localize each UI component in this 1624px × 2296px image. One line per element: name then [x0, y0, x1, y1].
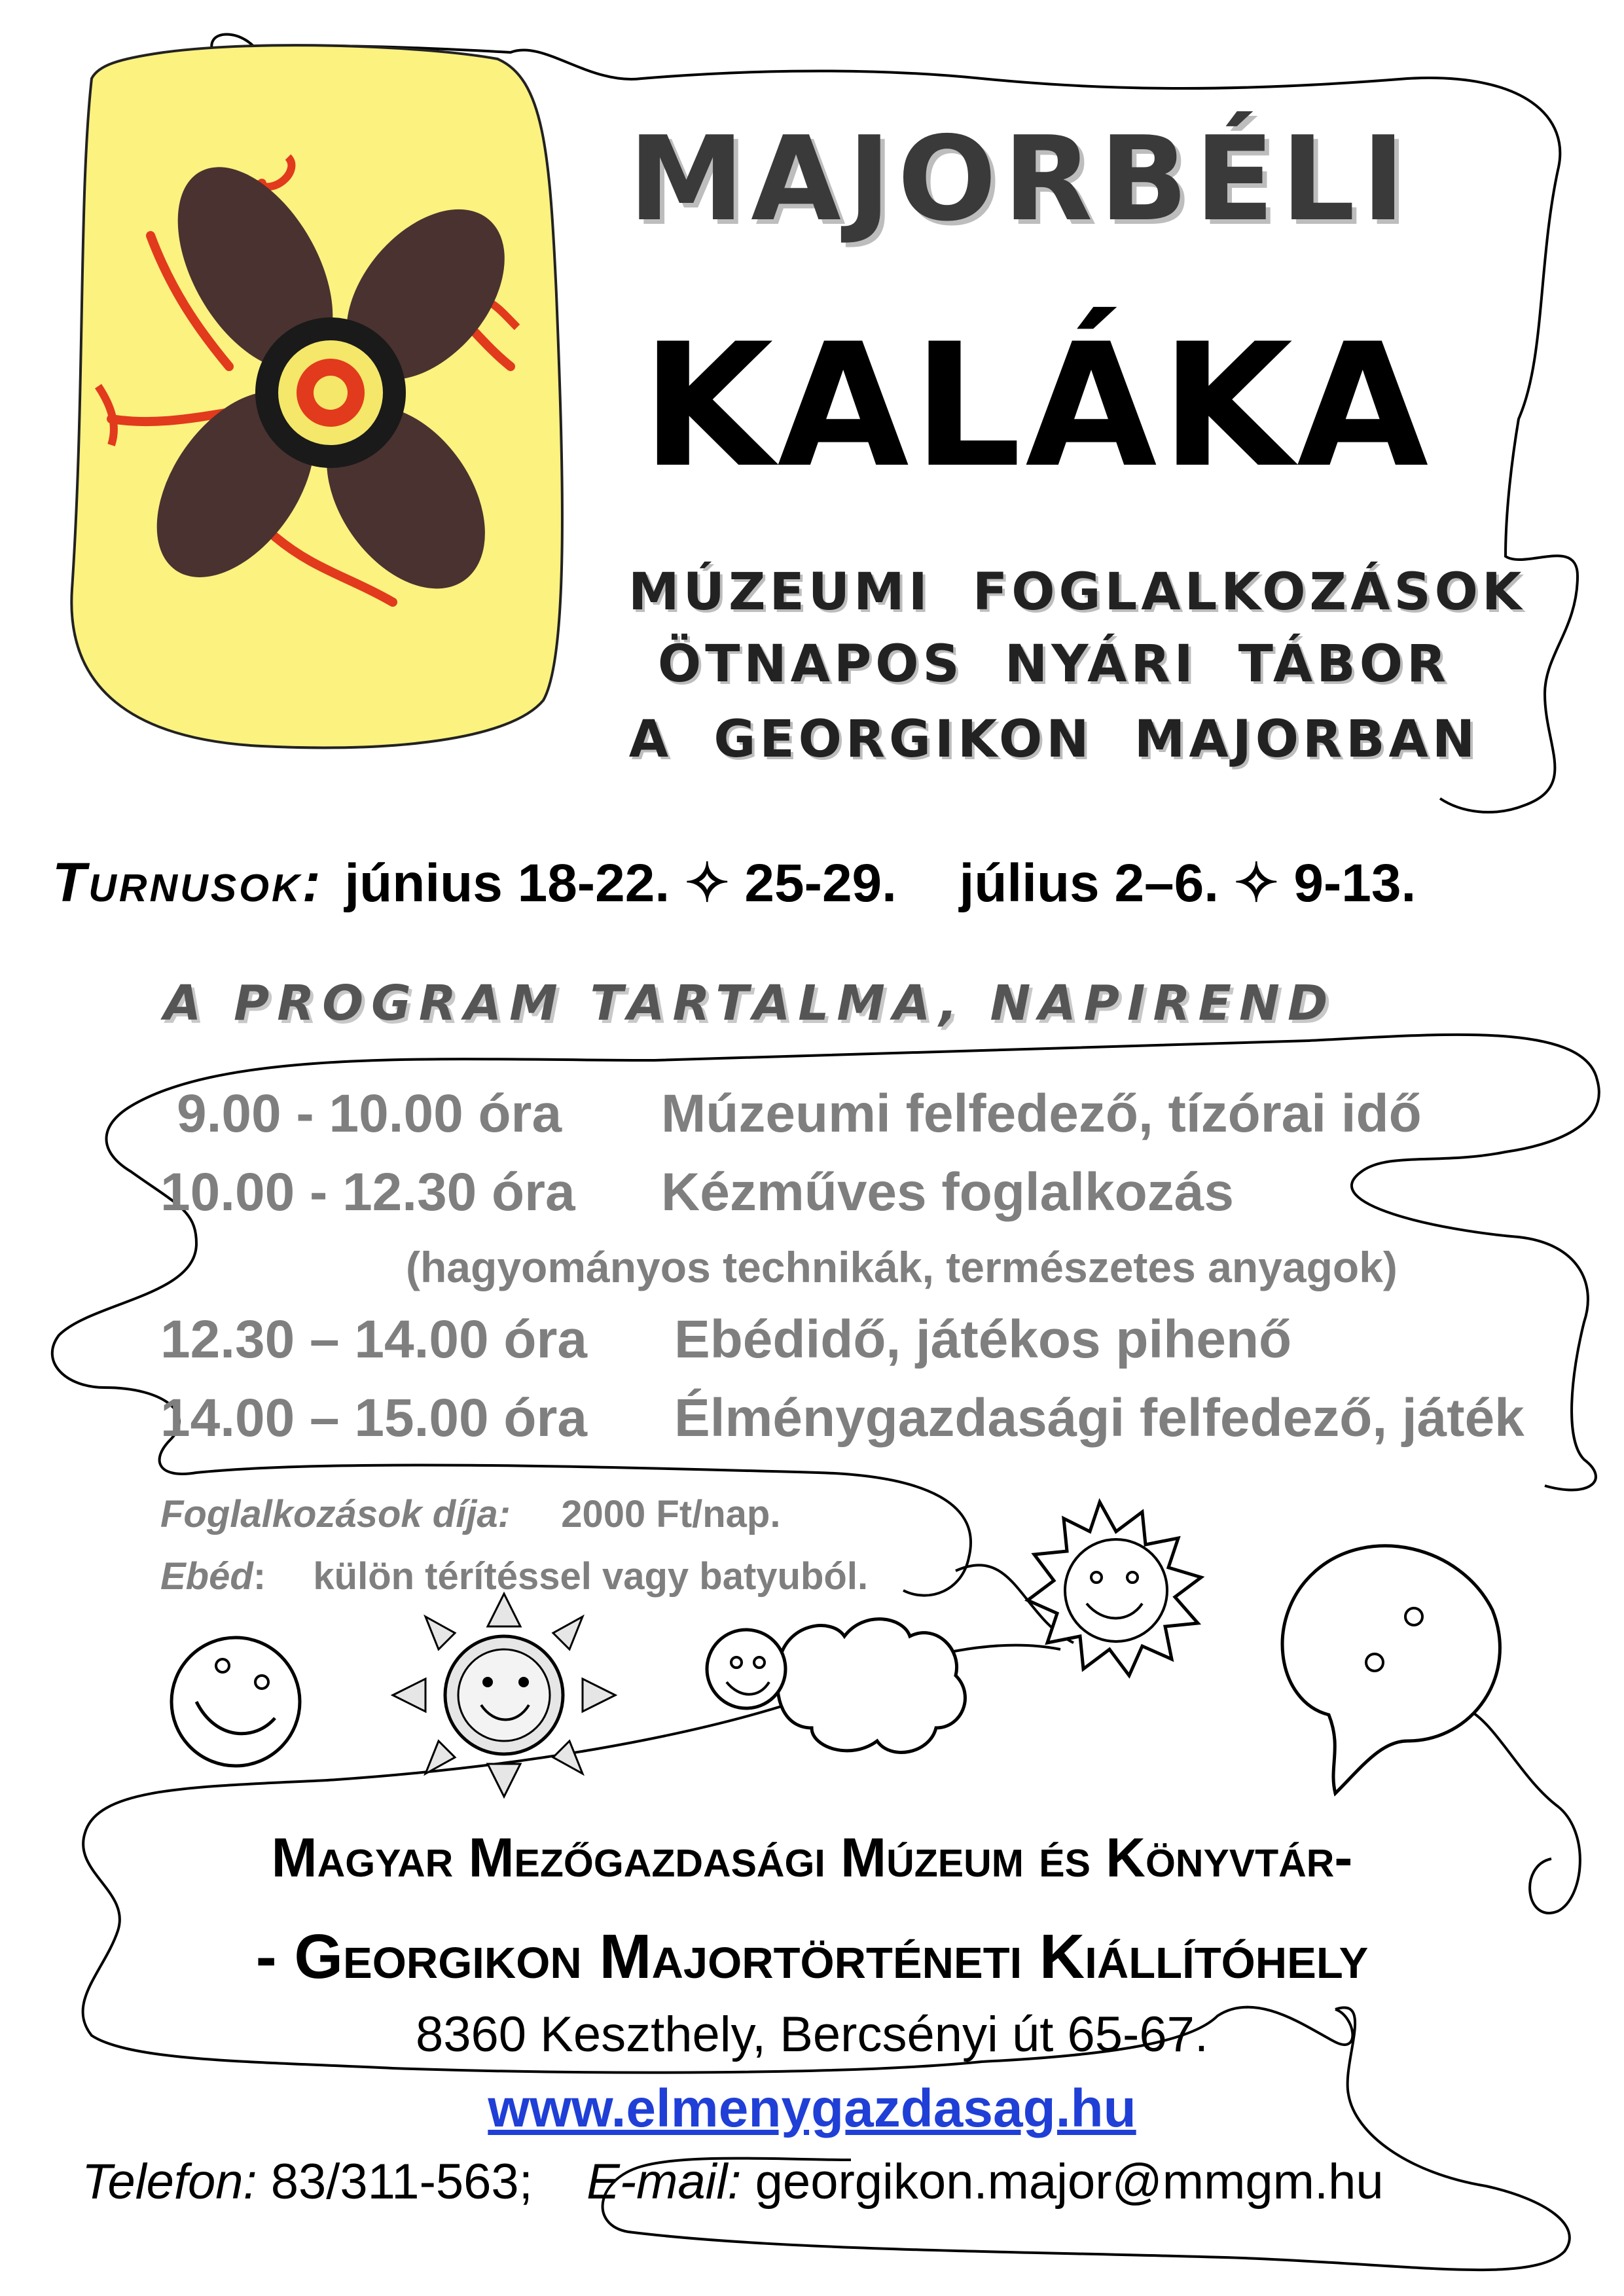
fee-note	[160, 1492, 780, 1536]
schedule-time: 9.00 - 10.00 óra	[177, 1084, 562, 1143]
schedule-time: 12.30 – 14.00 óra	[160, 1310, 587, 1369]
lunch-value: külön térítéssel vagy batyuból.	[313, 1555, 869, 1598]
turnus-label: Turnusok:	[52, 852, 323, 913]
schedule-activity-note: (hagyományos technikák, természetes anyagok)	[406, 1243, 1398, 1291]
schedule-time: 14.00 – 15.00 óra	[160, 1388, 587, 1448]
title-kalaka: KALÁKA	[641, 308, 1433, 505]
smiley-icon	[171, 1638, 300, 1766]
speech-bubble-face-icon	[1282, 1546, 1500, 1793]
cloud-face-icon	[707, 1619, 965, 1753]
schedule-row-note	[406, 1242, 1584, 1295]
turnus-line	[52, 851, 1584, 914]
org-line-1: Magyar Mezőgazdasági Múzeum és Könyvtár-	[271, 1827, 1353, 1888]
lunch-label: Ebéd	[160, 1555, 253, 1598]
title-majorbeli: MAJORBÉLI	[628, 111, 1412, 247]
email-address[interactable]: georgikon.major@mmgm.hu	[755, 2154, 1384, 2210]
schedule-row	[160, 1309, 1535, 1374]
phone-number: 83/311-563;	[270, 2154, 533, 2210]
sun-icon	[393, 1594, 615, 1797]
schedule-row	[160, 1388, 1600, 1453]
address: 8360 Keszthely, Bercsényi út 65-67.	[415, 2007, 1209, 2062]
program-heading: A PROGRAM TARTALMA, NAPIREND	[164, 975, 1336, 1031]
subtitle-line-2: ÖTNAPOS NYÁRI TÁBOR	[657, 635, 1451, 694]
flower-icon	[71, 45, 562, 747]
org-line-2: - Georgikon Majortörténeti Kiállítóhely	[255, 1922, 1369, 1992]
schedule-activity: Élménygazdasági felfedező, játék	[674, 1388, 1525, 1448]
fee-label: Foglalkozások díja:	[160, 1493, 511, 1535]
turnus-july: július 2–6.	[959, 853, 1219, 913]
sparkle-icon: ✧	[1233, 853, 1279, 913]
turnus-june: június 18-22.	[344, 853, 670, 913]
fee-value: 2000 Ft/nap.	[561, 1493, 781, 1535]
sparkle-icon: ✧	[684, 853, 730, 913]
schedule-row	[160, 1162, 1535, 1227]
schedule-time: 10.00 - 12.30 óra	[160, 1162, 575, 1222]
turnus-july-2: 9-13.	[1293, 853, 1416, 913]
subtitle-line-1: MÚZEUMI FOGLALKOZÁSOK	[628, 563, 1526, 622]
sun-face-icon	[1028, 1502, 1201, 1676]
contact-line	[82, 2153, 1587, 2210]
email-label: E-mail:	[586, 2154, 742, 2210]
website-link[interactable]: www.elmenygazdasag.hu	[488, 2079, 1136, 2138]
lunch-note: Ebéd: külön térítéssel vagy batyuból.	[160, 1555, 869, 1598]
subtitle-line-3: A GEORGIKON MAJORBAN	[628, 710, 1479, 769]
schedule-row	[177, 1083, 1551, 1149]
schedule-activity: Múzeumi felfedező, tízórai idő	[661, 1084, 1422, 1143]
phone-label: Telefon:	[82, 2154, 257, 2210]
turnus-june-2: 25-29.	[744, 853, 897, 913]
schedule-activity: Ebédidő, játékos pihenő	[674, 1310, 1292, 1369]
schedule-activity: Kézműves foglalkozás	[661, 1162, 1234, 1222]
